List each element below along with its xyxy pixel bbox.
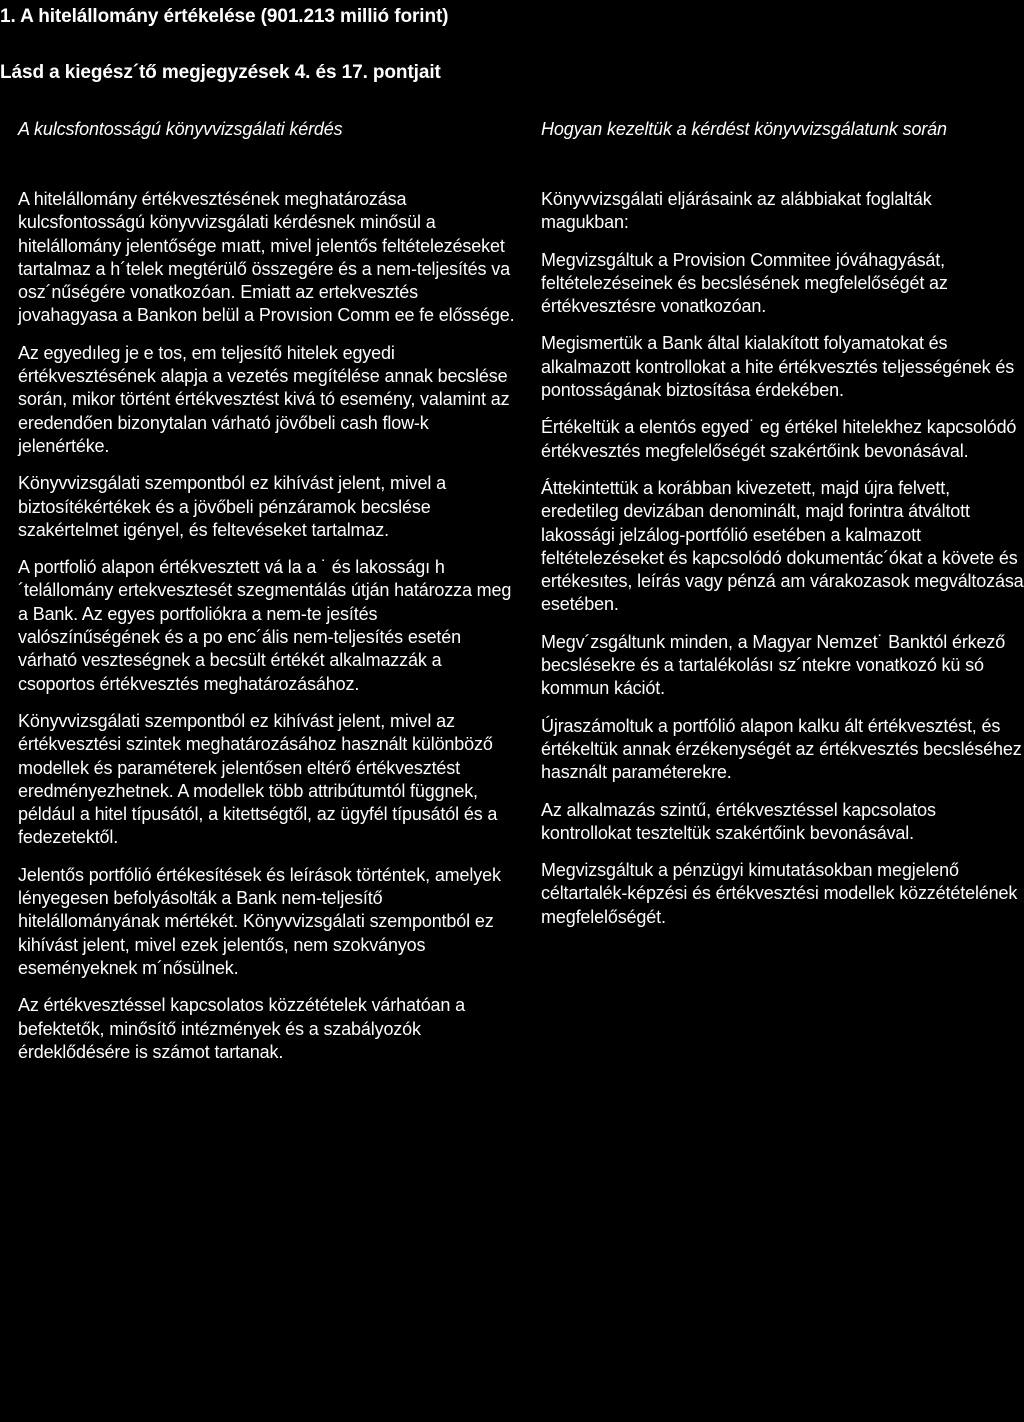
paragraph: A portfolió alapon értékvesztett vá la a ˙ és lakosságı h´telállomány ertekvesztesét szegmentálás útján határozza meg a Bank. Az egyes portfoliókra a nem-te jesítés valószínűségének és a po enc´ális nem-teljesítés esetén várható veszteségnek a becsült értékét alkalmazzák a csoportos értékvesztés meghatározásához. — [18, 557, 512, 694]
paragraph: Újraszámoltuk a portfólió alapon kalku ált értékvesztést, és értékeltük annak érzékenységét az értékvesztés becsléséhez használt paraméterekre. — [541, 715, 1022, 783]
paragraph: A hitelállomány értékvesztésének meghatározása kulcsfontosságú könyvvizsgálati kérdésnek minősül a hitelállomány jelentősége mıatt, mivel jelentős feltételezéseket tartalmaz a h´telek megtérülő összegére és a nem-teljesítés va osz´nűségére vonatkozóan. Emiatt az ertekvesztés jovahagyasa a Bankon belül a Provısion Comm ee fe előssége. — [18, 189, 515, 326]
audit-response-column — [541, 118, 1024, 943]
section-title: 1. A hitelállomány értékelése (901.213 millió forint) — [0, 6, 449, 27]
paragraph: Az alkalmazás szintű, értékvesztéssel kapcsolatos kontrollokat teszteltük szakértőink bevonásával. — [541, 799, 936, 843]
paragraph: Megismertük a Bank által kialakított folyamatokat és alkalmazott kontrollokat a hite értékvesztés teljességének és pontosságának biztosítása érdekében. — [541, 333, 1015, 401]
notes-reference: Lásd a kiegész´tő megjegyzések 4. és 17. pontjait — [0, 62, 441, 83]
key-audit-matter-column — [18, 118, 518, 1078]
paragraph: Megvizsgáltuk a Provision Commitee jóváhagyását, feltételezéseinek és becslésének megfelelőségét az értékvesztésre vonatkozóan. — [541, 249, 948, 317]
paragraph: Az értékvesztéssel kapcsolatos közzétételek várhatóan a befektetők, minősítő intézmények és a szabályozók érdeklődésére is számot tartanak. — [18, 995, 465, 1062]
paragraph: Értékeltük a elentós egyed˙ eg értékel hitelekhez kapcsolódó értékvesztés megfelelőségét szakértőink bevonásával. — [541, 417, 1017, 461]
key-audit-matter-header: A kulcsfontosságú könyvvizsgálati kérdés — [18, 119, 343, 139]
paragraph: Az egyedıleg je e tos, em teljesítő hitelek egyedi értékvesztésének alapja a vezetés megítélése annak becslése során, mikor történt értékvesztést kivá tó esemény, valamint az eredendően bizonytalan várható jövőbeli cash flow-k jelenértéke. — [18, 342, 510, 456]
paragraph: Könyvvizsgálati szempontból ez kihívást jelent, mivel az értékvesztési szintek meghatározásához használt különböző modellek és paraméterek jelentősen eltérő értékvesztést eredményezhetnek. A modellek több attribútumtól függnek, például a hitel típusától, a kitettségtől, az ügyfél típusától és a fedezetektől. — [18, 710, 498, 848]
paragraph: Könyvvizsgálati eljárásaink az alábbiakat foglalták magukban: — [541, 189, 932, 233]
paragraph: Áttekintettük a korábban kivezetett, majd újra felvett, eredetileg devizában denominált, majd forintra átváltott lakossági jelzálog-portfólió esetében a kalmazott feltételezéseket és kapcsolódó dokumentác´ókat a követe és ertékesıtes, leírás vagy pénzá am várakozasok megváltozása esetében. — [541, 477, 1024, 615]
paragraph: Megvizsgáltuk a pénzügyi kimutatásokban megjelenő céltartalék-képzési és értékvesztési modellek közzétételének megfelelőségét. — [541, 860, 1018, 927]
paragraph: Megv´zsgáltunk minden, a Magyar Nemzet˙ Banktól érkező becslésekre és a tartalékolásı sz´ntekre vonatkozó kü só kommun kációt. — [541, 631, 1006, 699]
paragraph: Könyvvizsgálati szempontból ez kihívást jelent, mivel a biztosítékértékek és a jövőbeli pénzáramok becslése szakértelmet igényel, és feltevéseket tartalmaz. — [18, 473, 446, 540]
audit-response-header: Hogyan kezeltük a kérdést könyvvizsgálatunk során — [541, 119, 947, 139]
paragraph: Jelentős portfólió értékesítések és leírások történtek, amelyek lényegesen befolyásolták a Bank nem-teljesítő hitelállományának mértékét. Könyvvizsgálati szempontból ez kihívást jelent, mivel ezek jelentős, nem szokványos eseményeknek m´nősülnek. — [18, 864, 501, 978]
